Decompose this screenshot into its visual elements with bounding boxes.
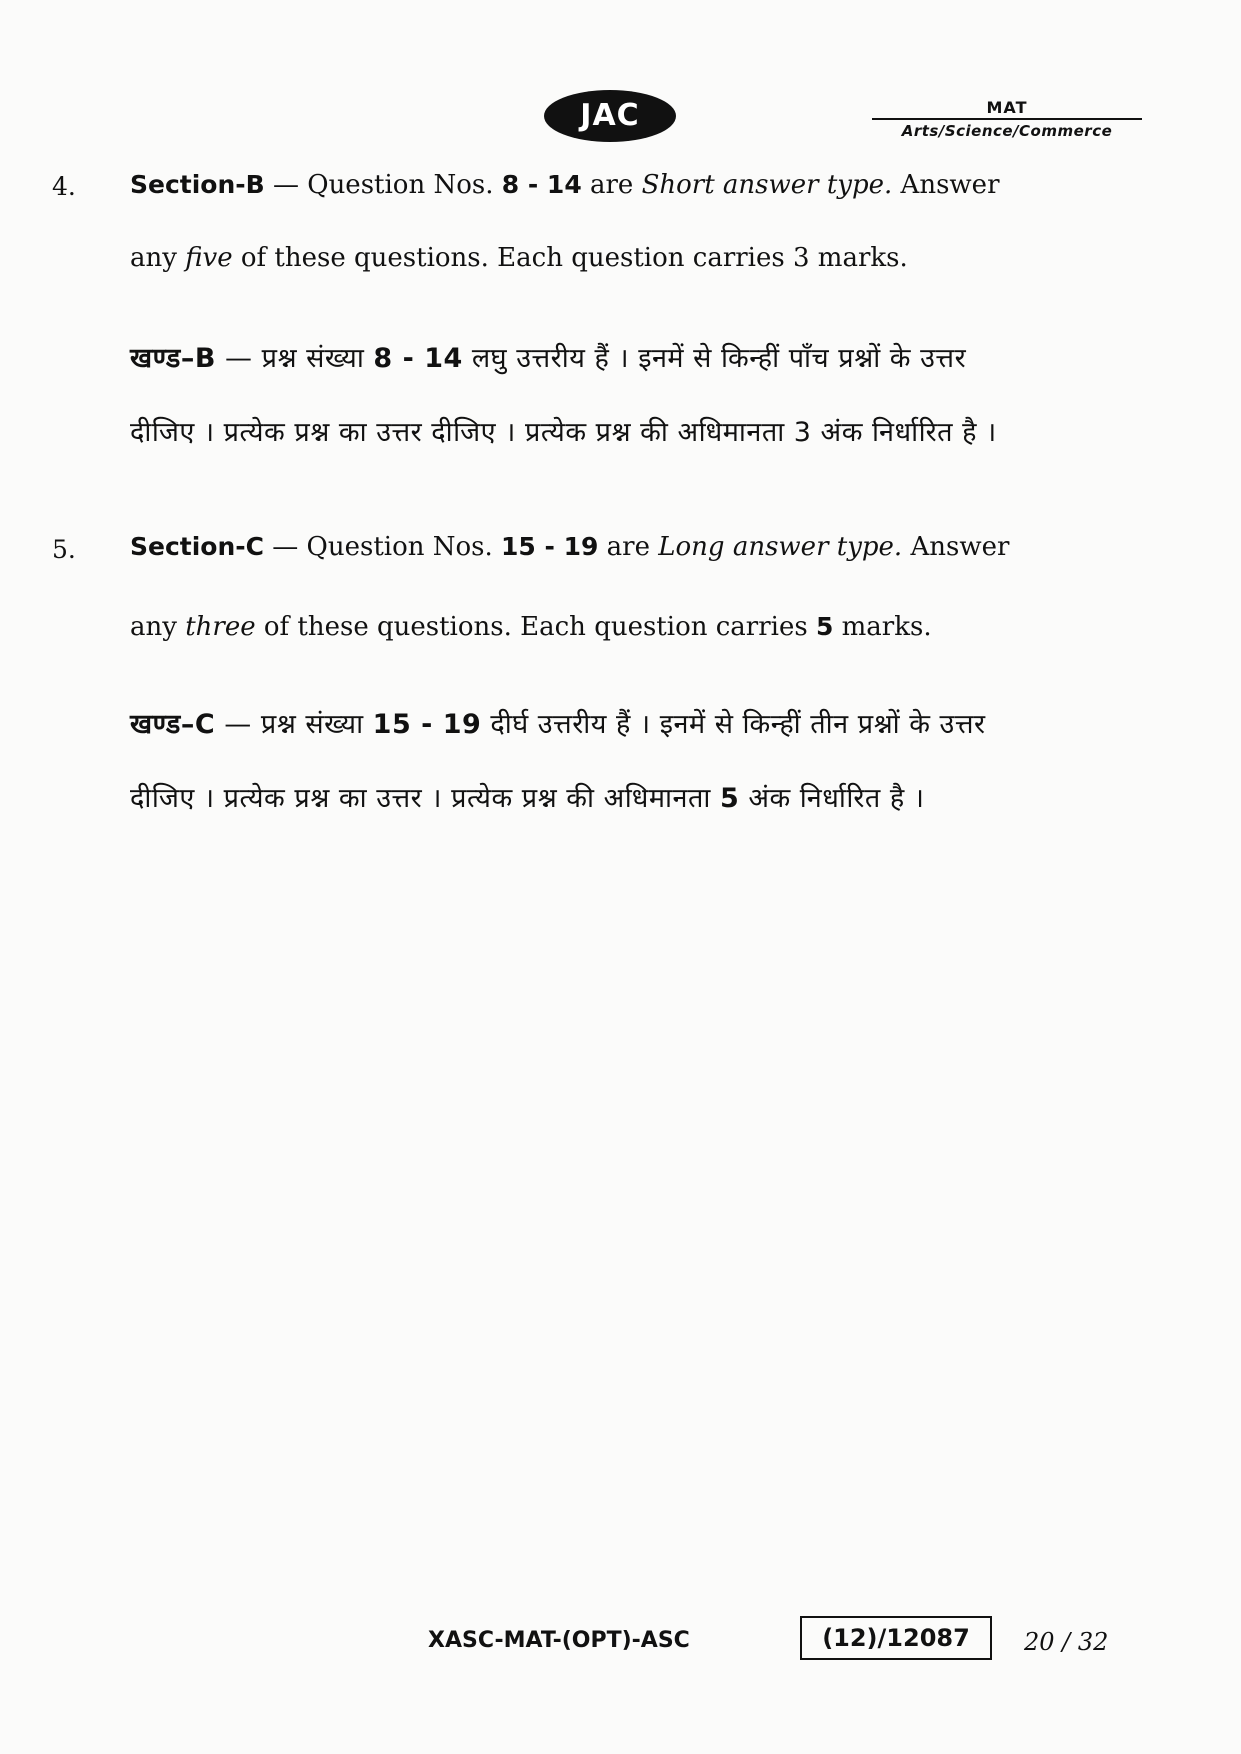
hindi-line-2: दीजिए । प्रत्येक प्रश्न का उत्तर । प्रत्येक प्रश्न की अधिमानता 5 अंक निर्धारित है । <box>130 783 925 814</box>
hindi-line-1: खण्ड–B — प्रश्न संख्या 8 - 14 लघु उत्तरीय हैं । इनमें से किन्हीं पाँच प्रश्नों के उत्तर <box>130 343 967 374</box>
instruction-number: 5. <box>52 535 76 564</box>
subject-code: MAT <box>872 98 1142 120</box>
answer-type: Short answer type. <box>641 170 893 200</box>
marks-value: 5 <box>815 612 834 641</box>
subject-streams: Arts/Science/Commerce <box>901 122 1113 140</box>
english-line-2: any three of these questions. Each question carries 5 marks. <box>130 612 932 642</box>
hindi-question-range: 15 - 19 <box>372 709 482 740</box>
instruction-number: 4. <box>52 172 76 201</box>
paper-box-code: (12)/12087 <box>800 1616 992 1660</box>
answer-type: Long answer type. <box>658 532 903 562</box>
hindi-line-1: खण्ड–C — प्रश्न संख्या 15 - 19 दीर्घ उत्तरीय हैं । इनमें से किन्हीं तीन प्रश्नों के उत्तर <box>130 709 986 740</box>
hindi-section-label: खण्ड–B <box>130 343 216 374</box>
jac-logo: JAC <box>544 90 676 142</box>
hindi-line-2: दीजिए । प्रत्येक प्रश्न का उत्तर दीजिए । प्रत्येक प्रश्न की अधिमानता 3 अंक निर्धारित है । <box>130 417 997 448</box>
hindi-section-label: खण्ड–C <box>130 709 216 740</box>
english-line-2: any five of these questions. Each question carries 3 marks. <box>130 243 908 273</box>
question-count: three <box>185 612 256 642</box>
question-count: five <box>185 243 233 273</box>
hindi-question-range: 8 - 14 <box>373 343 463 374</box>
english-line-1: Section-B — Question Nos. 8 - 14 are Short answer type. Answer <box>130 170 1000 200</box>
english-line-1: Section-C — Question Nos. 15 - 19 are Long answer type. Answer <box>130 532 1010 562</box>
section-label: Section-C <box>130 532 264 561</box>
subject-header <box>872 98 1142 140</box>
question-range: 15 - 19 <box>501 532 599 561</box>
page-number: 20 / 32 <box>1024 1628 1109 1656</box>
hindi-marks-value: 5 <box>719 783 740 814</box>
question-range: 8 - 14 <box>501 170 582 199</box>
paper-code: XASC-MAT-(OPT)-ASC <box>428 1628 690 1653</box>
section-label: Section-B <box>130 170 265 199</box>
